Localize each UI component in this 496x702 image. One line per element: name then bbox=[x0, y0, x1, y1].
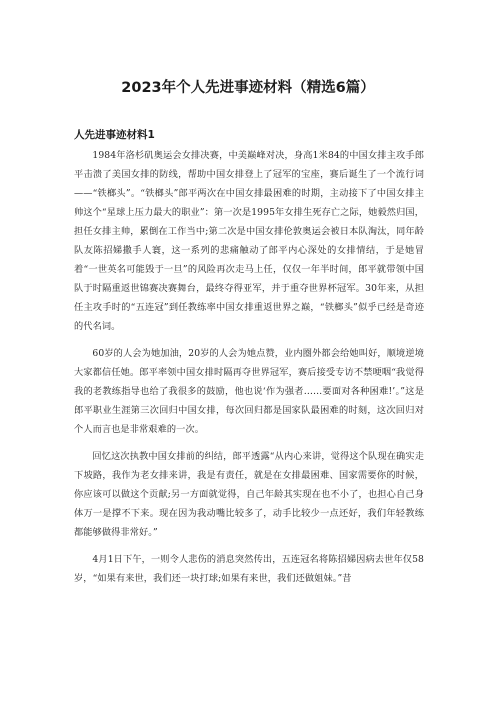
document-body bbox=[74, 146, 424, 596]
document-title: 2023年个人先进事迹材料（精选6篇） bbox=[121, 80, 375, 96]
section-heading: 人先进事迹材料1 bbox=[74, 129, 155, 141]
paragraph: 4月1日下午，一则令人悲伤的消息突然传出，五连冠名将陈招娣因病去世年仅58岁，“如果有来世，我们还一块打球;如果有来世，我们还做姐妹。”昔 bbox=[74, 554, 424, 584]
paragraph: 1984年洛杉矶奥运会女排决赛，中美巅峰对决，身高1米84的中国女排主攻手郎平击溃了美国女排的防线，帮助中国女排登上了冠军的宝座，赛后诞生了一个流行词——“铁榔头”。“铁榔头”郎平两次在中国女排最困难的时期，主动接下了中国女排主帅这个“星球上压力最大的职业”：第一次是1995年女排生死存亡之际，她毅然归国，担任女排主帅，累倒在工作当中;第二次是中国女排伦敦奥运会被日本队淘汰，同年龄队友陈招娣撒手人寰，这一系列的悲痛触动了郎平内心深处的女排情结，于是她冒着“一世英名可能毁于一旦”的风险再次走马上任，仅仅一年半时间，郎平就带领中国队于时隔重返世锦赛决赛舞台，最终夺得亚军，并于重夺世界杯冠军。30年来，从担任主攻手时的“五连冠”到任教练率中国女排重返世界之巅，“铁榔头”似乎已经是奇迹的代名词。 bbox=[74, 150, 424, 332]
paragraph: 回忆这次执教中国女排前的纠结，郎平透露“从内心来讲，觉得这个队现在确实走下坡路，我作为老女排来讲，我是有责任，就是在女排最困难、国家需要你的时候，你应该可以做这个贡献;另一方面就觉得，自己年龄其实现在也不小了，也担心自己身体万一是撑不下来。现在因为我动嘴比较多了，动手比较少一点还好，我们年轻教练都能够做得非常好。” bbox=[74, 451, 424, 538]
paragraph: 60岁的人会为她加油，20岁的人会为她点赞，业内圈外都会给她叫好，顺境逆境大家都信任她。郎平率领中国女排时隔再夺世界冠军，赛后接受专访不禁哽咽“我觉得我的老教练指导也给了我很多的鼓励，他也说‘作为强者……要面对各种困难!’。”这是郎平职业生涯第三次回归中国女排，每次回归都是国家队最困难的时刻，这次回归对个人而言也是非常艰难的一次。 bbox=[74, 348, 424, 435]
